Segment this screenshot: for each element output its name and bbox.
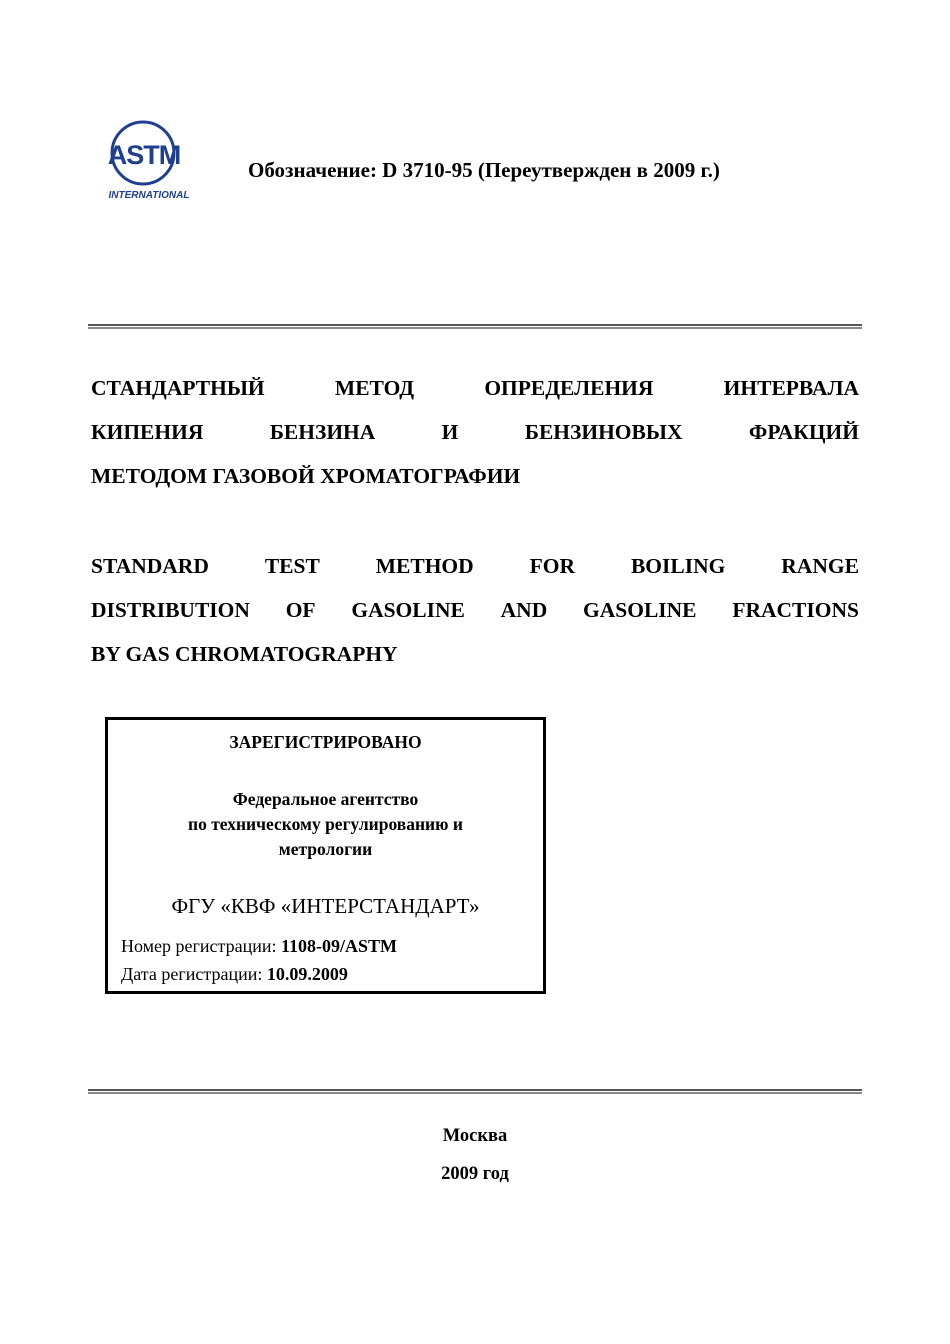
bottom-divider xyxy=(88,1089,862,1094)
title-ru-line-3: МЕТОДОМ ГАЗОВОЙ ХРОМАТОГРАФИИ xyxy=(91,464,521,488)
title-english xyxy=(91,544,859,676)
registration-number: Номер регистрации: 1108-09/ASTM xyxy=(121,936,398,956)
title-en-line-2: DISTRIBUTION OF GASOLINE AND GASOLINE FRACTIONS xyxy=(91,598,859,622)
logo-subtext: INTERNATIONAL xyxy=(108,190,190,201)
title-russian xyxy=(91,366,859,498)
footer-city: Москва xyxy=(442,1126,508,1146)
document-designation: Обозначение: D 3710-95 (Переутвержден в 2009 г.) xyxy=(248,158,720,182)
title-ru-line-1: СТАНДАРТНЫЙ МЕТОД ОПРЕДЕЛЕНИЯ ИНТЕРВАЛА xyxy=(91,376,859,400)
title-en-line-3: BY GAS CHROMATOGRAPHY xyxy=(91,642,398,666)
astm-logo xyxy=(101,116,197,204)
logo-text: ASTM xyxy=(107,140,181,170)
top-divider xyxy=(88,324,862,329)
title-en-line-1: STANDARD TEST METHOD FOR BOILING RANGE xyxy=(91,554,859,578)
registration-date: Дата регистрации: 10.09.2009 xyxy=(121,964,348,984)
registration-organization: ФГУ «КВФ «ИНТЕРСТАНДАРТ» xyxy=(171,894,480,918)
footer-year: 2009 год xyxy=(441,1164,509,1184)
registration-heading: ЗАРЕГИСТРИРОВАНО xyxy=(229,732,422,752)
registration-agency: Федеральное агентство по техническому регулированию и метрологии xyxy=(188,789,463,859)
title-ru-line-2: КИПЕНИЯ БЕНЗИНА И БЕНЗИНОВЫХ ФРАКЦИЙ xyxy=(91,420,859,444)
registration-stamp xyxy=(105,717,546,994)
